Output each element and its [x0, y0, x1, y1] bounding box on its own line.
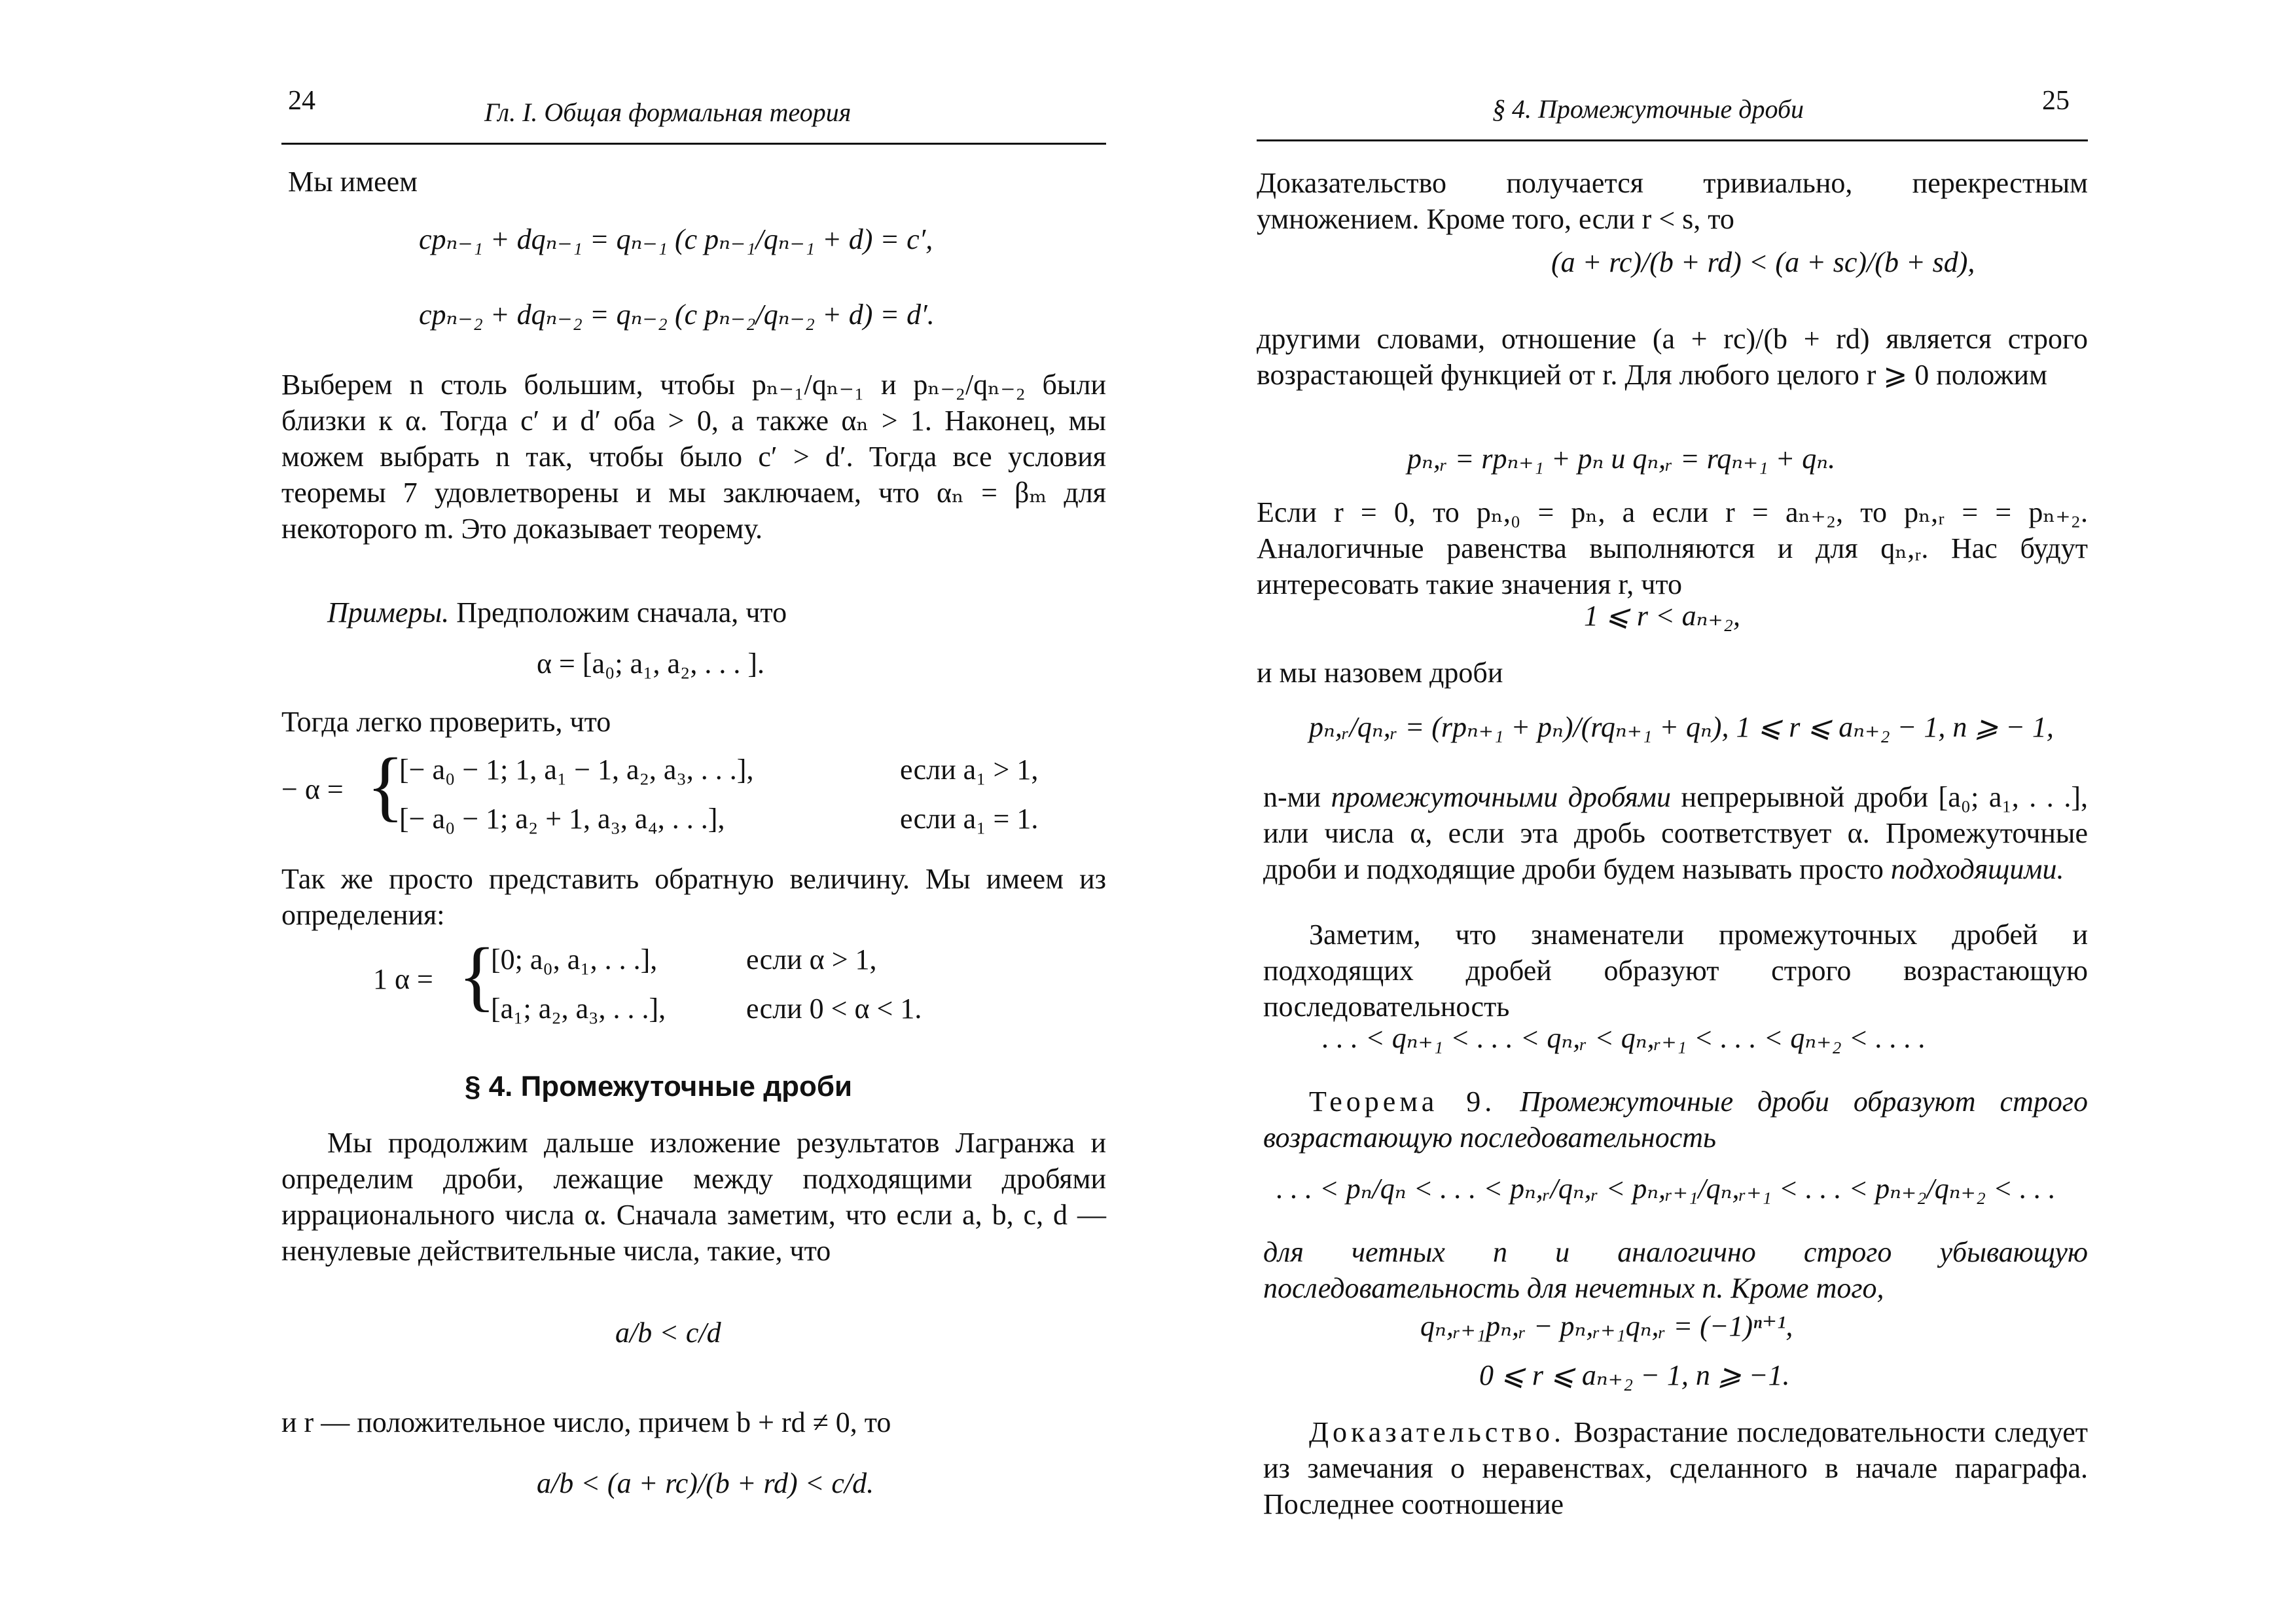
left-paragraph-3: Так же просто представить обратную величину. Мы имеем из определения: — [281, 863, 1106, 931]
inverse-condition-1: если α > 1, — [746, 943, 877, 976]
right-equation-2: pₙ,ᵣ = rpₙ₊₁ + pₙ и qₙ,ᵣ = rqₙ₊₁ + qₙ. — [1407, 443, 1836, 475]
inverse-lhs: 1 α = — [373, 963, 433, 995]
left-equation-4: a/b < c/d — [615, 1317, 721, 1349]
para5-part-c: непрерывной дроби [a₀; a₁, . . .], или числа α, если эта дробь соответствует α. Промежуточные дроби и подходящие дроби будем называть просто — [1263, 781, 2089, 885]
proof-text: Возрастание последовательности следует из замечания о неравенствах, сделанного в начале параграфа. Последнее соотношение — [1263, 1416, 2089, 1520]
right-paragraph-2: другими словами, отношение (a + rc)/(b + rd) является строго возрастающей функцией от r. Для любого целого r ⩾ 0 положим — [1257, 323, 2088, 391]
examples-label: Примеры. — [327, 596, 450, 629]
right-paragraph-4: и мы назовем дроби — [1257, 657, 1503, 689]
right-paragraph-7: для четных n и аналогично строго убывающую последовательность для нечетных n. Кроме того, — [1263, 1236, 2088, 1304]
right-running-head: § 4. Промежуточные дроби — [1492, 94, 1804, 124]
negation-case-2: [− a₀ − 1; a₂ + 1, a₃, a₄, . . .], — [399, 803, 725, 835]
left-intro: Мы имеем — [288, 166, 418, 198]
right-page — [1148, 0, 2296, 1623]
left-page-number: 24 — [288, 86, 315, 116]
left-examples — [327, 594, 1106, 630]
negation-condition-1: если a₁ > 1, — [900, 754, 1039, 786]
right-paragraph-6: Заметим, что знаменатели промежуточных дробей и подходящих дробей образуют строго возрастающую последовательность — [1263, 919, 2088, 1023]
right-equation-7: qₙ,ᵣ₊₁pₙ,ᵣ − pₙ,ᵣ₊₁qₙ,ᵣ = (−1)ⁿ⁺¹, — [1420, 1310, 1793, 1342]
left-paragraph-1: Выберем n столь большим, чтобы pₙ₋₁/qₙ₋₁ и pₙ₋₂/qₙ₋₂ были близки к α. Тогда c′ и d′ оба > 0, а также αₙ > 1. Наконец, мы можем выбрать n так, чтобы было c′ > d′. Тогда все условия теоремы 7 удовлетворены и мы заключаем, что αₙ = βₘ для некоторого m. Это доказывает теорему. — [281, 369, 1106, 545]
section-heading: § 4. Промежуточные дроби — [465, 1070, 853, 1103]
right-equation-5: . . . < qₙ₊₁ < . . . < qₙ,ᵣ < qₙ,ᵣ₊₁ < . . . < qₙ₊₂ < . . . . — [1322, 1022, 1926, 1054]
left-equation-3: α = [a₀; a₁, a₂, . . . ]. — [537, 647, 765, 680]
theorem-text: Промежуточные дроби образуют строго возрастающую последовательность — [1263, 1085, 2089, 1154]
right-paragraph-3: Если r = 0, то pₙ,₀ = pₙ, а если r = aₙ₊₂, то pₙ,ᵣ = = pₙ₊₂. Аналогичные равенства выполняются и для qₙ,ᵣ. Нас будут интересовать такие значения r, что — [1257, 496, 2088, 600]
left-paragraph-2: Тогда легко проверить, что — [281, 706, 611, 738]
left-equation-1: cpₙ₋₁ + dqₙ₋₁ = qₙ₋₁ (c pₙ₋₁/qₙ₋₁ + d) = c′, — [419, 223, 933, 255]
right-header-rule — [1257, 139, 2088, 141]
right-paragraph-5 — [1263, 779, 2088, 887]
negation-case-1: [− a₀ − 1; 1, a₁ − 1, a₂, a₃, . . .], — [399, 754, 754, 786]
left-paragraph-5: и r — положительное число, причем b + rd ≠ 0, то — [281, 1406, 891, 1438]
right-equation-4: pₙ,ᵣ/qₙ,ᵣ = (rpₙ₊₁ + pₙ)/(rqₙ₊₁ + qₙ), 1 ⩽ r ⩽ aₙ₊₂ − 1, n ⩾ − 1, — [1309, 711, 2054, 743]
right-equation-3: 1 ⩽ r < aₙ₊₂, — [1584, 600, 1741, 632]
right-paragraph-1: Доказательство получается тривиально, перекрестным умножением. Кроме того, если r < s, то — [1257, 167, 2088, 235]
negation-brace: { — [367, 742, 404, 829]
inverse-case-2: [a₁; a₂, a₃, . . .], — [491, 993, 666, 1025]
para5-term-2: подходящими. — [1890, 853, 2064, 885]
para5-term: промежуточными дробями — [1331, 781, 1672, 813]
left-running-head: Гл. I. Общая формальная теория — [484, 98, 852, 127]
theorem-label: Теорема 9. — [1309, 1085, 1496, 1118]
left-header-rule — [281, 143, 1106, 145]
inverse-case-1: [0; a₀, a₁, . . .], — [491, 943, 658, 976]
right-equation-6: . . . < pₙ/qₙ < . . . < pₙ,ᵣ/qₙ,ᵣ < pₙ,ᵣ₊₁/qₙ,ᵣ₊₁ < . . . < pₙ₊₂/qₙ₊₂ < . . . — [1276, 1173, 2056, 1205]
right-equation-8: 0 ⩽ r ⩽ aₙ₊₂ − 1, n ⩾ −1. — [1479, 1359, 1790, 1391]
proof-label: Доказательство. — [1309, 1416, 1566, 1448]
negation-condition-2: если a₁ = 1. — [900, 803, 1039, 835]
theorem-9 — [1263, 1084, 2088, 1156]
right-page-number: 25 — [2042, 86, 2070, 116]
examples-text: Предположим сначала, что — [456, 596, 787, 629]
para5-part-a: n-ми — [1263, 781, 1331, 813]
left-equation-5: a/b < (a + rc)/(b + rd) < c/d. — [537, 1467, 874, 1499]
left-paragraph-4: Мы продолжим дальше изложение результатов Лагранжа и определим дроби, лежащие между подходящими дробями иррационального числа α. Сначала заметим, что если a, b, c, d — ненулевые действительные числа, такие, что — [281, 1127, 1106, 1267]
left-equation-2: cpₙ₋₂ + dqₙ₋₂ = qₙ₋₂ (c pₙ₋₂/qₙ₋₂ + d) = d′. — [419, 299, 935, 331]
inverse-condition-2: если 0 < α < 1. — [746, 993, 922, 1025]
inverse-brace: { — [458, 932, 496, 1019]
right-equation-1: (a + rc)/(b + rd) < (a + sc)/(b + sd), — [1551, 246, 1975, 278]
negation-lhs: − α = — [281, 773, 344, 805]
proof — [1263, 1414, 2088, 1522]
